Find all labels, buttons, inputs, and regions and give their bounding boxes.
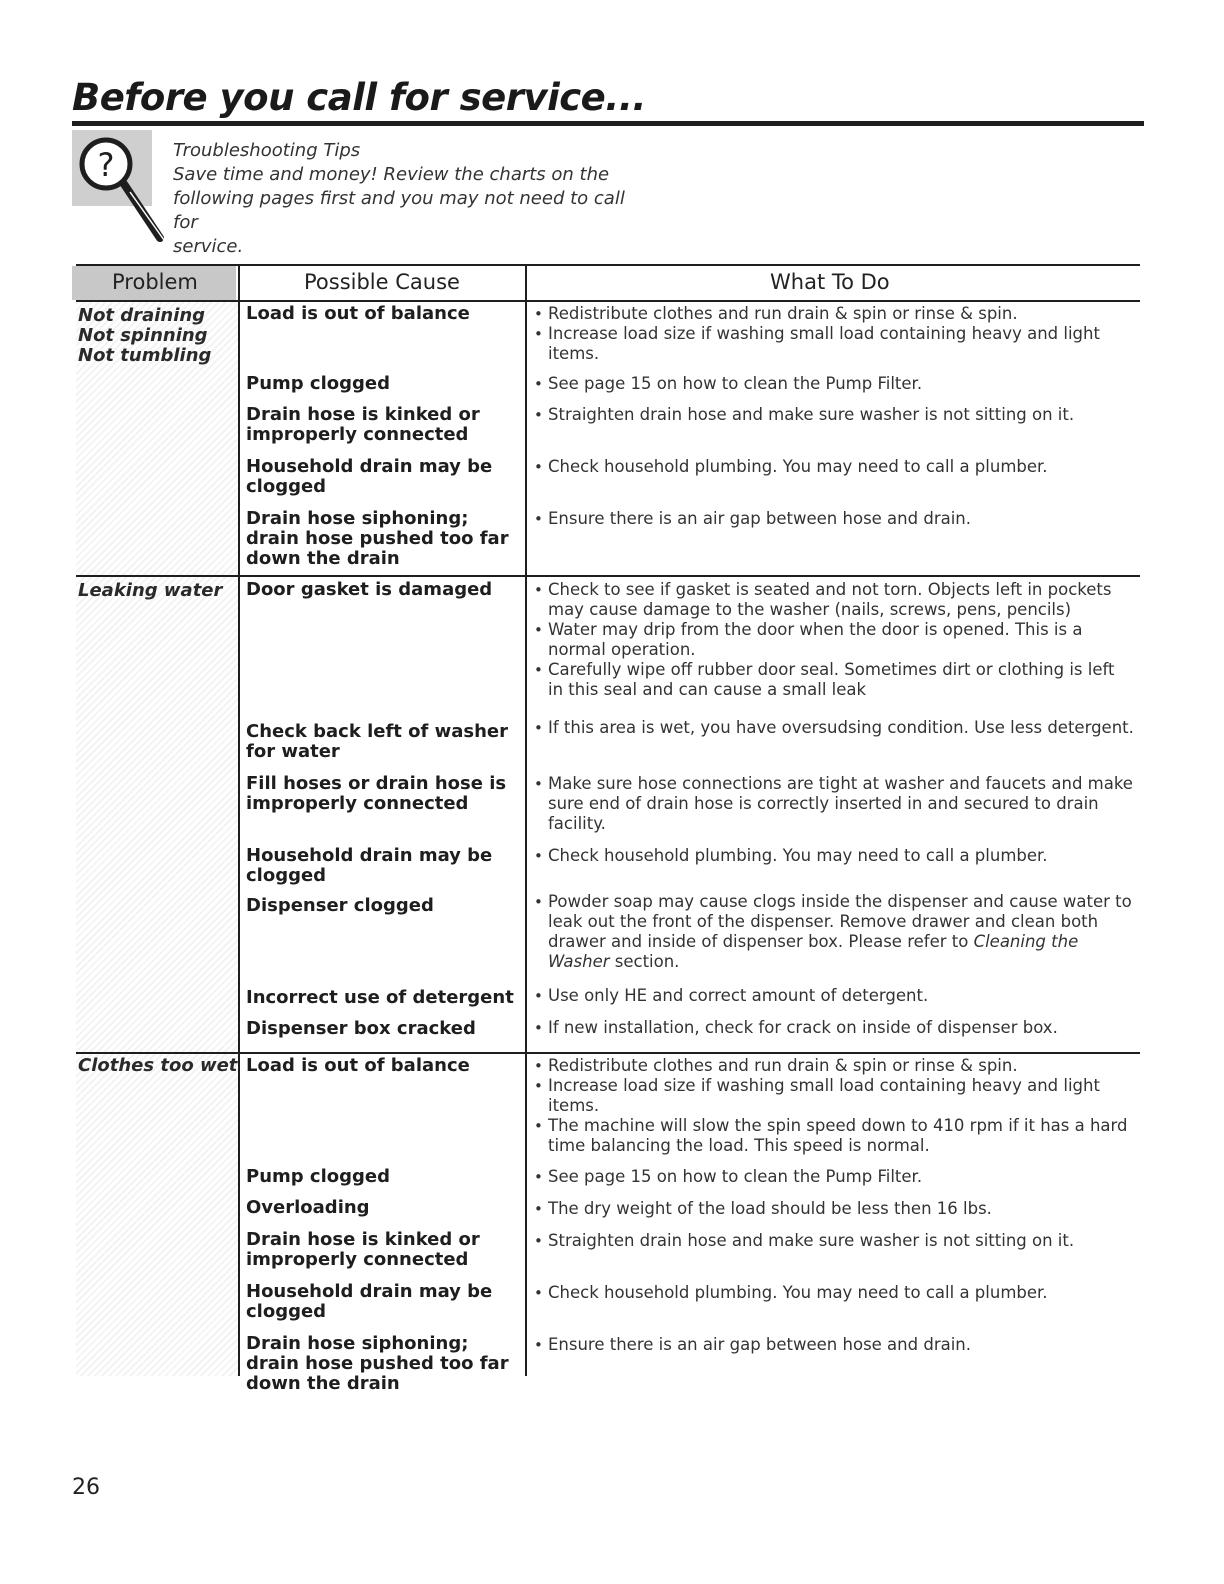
possible-cause: Dispenser box cracked [246,1018,476,1039]
todo-item: • Check household plumbing. You may need to call a plumber. [534,457,1134,477]
possible-cause: Check back left of washer for water [246,721,509,762]
todo-item [534,892,1134,972]
tips-line-3: service. [173,236,244,257]
what-to-do [534,457,1134,477]
todo-item: • Straighten drain hose and make sure washer is not sitting on it. [534,1231,1134,1251]
page-number: 26 [72,1475,100,1500]
todo-item: • Straighten drain hose and make sure washer is not sitting on it. [534,405,1134,425]
todo-item: • Carefully wipe off rubber door seal. Sometimes dirt or clothing is left in this seal and can cause a small leak [534,660,1134,700]
column-divider-1 [238,264,240,1376]
possible-cause: Drain hose siphoning; drain hose pushed too far down the drain [246,1333,509,1394]
todo-item: • The machine will slow the spin speed down to 410 rpm if it has a hard time balancing the load. This speed is normal. [534,1116,1134,1156]
what-to-do [534,1167,1134,1187]
troubleshooting-tips [173,139,643,259]
what-to-do [534,1056,1134,1156]
possible-cause: Fill hoses or drain hose is improperly connected [246,773,507,814]
possible-cause: Load is out of balance [246,303,470,324]
what-to-do [534,1335,1134,1355]
todo-item: • Increase load size if washing small load containing heavy and light items. [534,324,1134,364]
troubleshooting-table [76,264,1140,1394]
possible-cause: Pump clogged [246,373,390,394]
tips-heading: Troubleshooting Tips [173,140,361,161]
what-to-do [534,1018,1134,1038]
problem-column-bg [76,1054,238,1376]
todo-item: • If new installation, check for crack on inside of dispenser box. [534,1018,1134,1038]
possible-cause: Drain hose siphoning; drain hose pushed too far down the drain [246,508,509,569]
todo-item: • Increase load size if washing small load containing heavy and light items. [534,1076,1134,1116]
todo-item: • The dry weight of the load should be less then 16 lbs. [534,1199,1134,1219]
todo-item: • If this area is wet, you have oversudsing condition. Use less detergent. [534,718,1134,738]
possible-cause: Door gasket is damaged [246,579,493,600]
problem-text: Clothes too wet [78,1055,238,1076]
what-to-do [534,580,1134,700]
what-to-do [534,374,1134,394]
problem-label [78,306,211,366]
header-what-to-do: What To Do [770,270,890,294]
problem-text: Leaking water [78,580,223,601]
todo-item: • Ensure there is an air gap between hose and drain. [534,1335,1134,1355]
problem-text: Not spinning [78,325,208,346]
todo-item: • Redistribute clothes and run drain & spin or rinse & spin. [534,1056,1134,1076]
what-to-do [534,304,1134,364]
what-to-do [534,509,1134,529]
what-to-do [534,846,1134,866]
what-to-do [534,774,1134,834]
what-to-do [534,718,1134,738]
header-possible-cause: Possible Cause [304,270,460,294]
possible-cause: Pump clogged [246,1166,390,1187]
column-divider-2 [525,264,527,1376]
todo-item: • Ensure there is an air gap between hose and drain. [534,509,1134,529]
what-to-do [534,986,1134,1006]
todo-text: section. [609,952,680,971]
tips-line-2: following pages first and you may not need to call for [173,188,625,233]
what-to-do [534,1283,1134,1303]
todo-item: • Check to see if gasket is seated and not torn. Objects left in pockets may cause damage to the washer (nails, screws, pens, pencils) [534,580,1134,620]
what-to-do [534,1199,1134,1219]
possible-cause: Household drain may be clogged [246,456,493,497]
possible-cause: Drain hose is kinked or improperly connected [246,1229,480,1270]
todo-item: • Make sure hose connections are tight at washer and faucets and make sure end of drain hose is correctly inserted in and secured to drain facility. [534,774,1134,834]
what-to-do [534,1231,1134,1251]
possible-cause: Load is out of balance [246,1055,470,1076]
what-to-do [534,892,1134,972]
todo-item: • Check household plumbing. You may need to call a plumber. [534,846,1134,866]
svg-text:?: ? [97,146,115,184]
page-title: Before you call for service... [72,76,646,119]
possible-cause: Household drain may be clogged [246,1281,493,1322]
possible-cause: Dispenser clogged [246,895,434,916]
title-rule [72,121,1144,126]
possible-cause: Incorrect use of detergent [246,987,514,1008]
todo-text: Powder soap may cause clogs inside the dispenser and cause water to leak out the front of the dispenser. Remove drawer and clean both drawer and inside of dispenser box. Please refer to [548,892,1132,951]
problem-text: Not draining [78,305,206,326]
problem-text: Not tumbling [78,345,212,366]
todo-item: • Check household plumbing. You may need to call a plumber. [534,1283,1134,1303]
todo-item: • See page 15 on how to clean the Pump Filter. [534,374,1134,394]
possible-cause: Household drain may be clogged [246,845,493,886]
todo-reference: Cleaning the Washer [548,932,1079,971]
possible-cause: Overloading [246,1197,370,1218]
possible-cause: Drain hose is kinked or improperly connected [246,404,480,445]
todo-item: • See page 15 on how to clean the Pump Filter. [534,1167,1134,1187]
problem-label [78,581,222,601]
todo-item: • Use only HE and correct amount of detergent. [534,986,1134,1006]
header-problem: Problem [112,270,198,294]
problem-column-bg [76,577,238,1052]
todo-item: • Redistribute clothes and run drain & spin or rinse & spin. [534,304,1134,324]
what-to-do [534,405,1134,425]
tips-line-1: Save time and money! Review the charts on the [173,164,610,185]
problem-label [78,1056,237,1076]
todo-item: • Water may drip from the door when the door is opened. This is a normal operation. [534,620,1134,660]
question-magnifier-icon [72,130,170,242]
